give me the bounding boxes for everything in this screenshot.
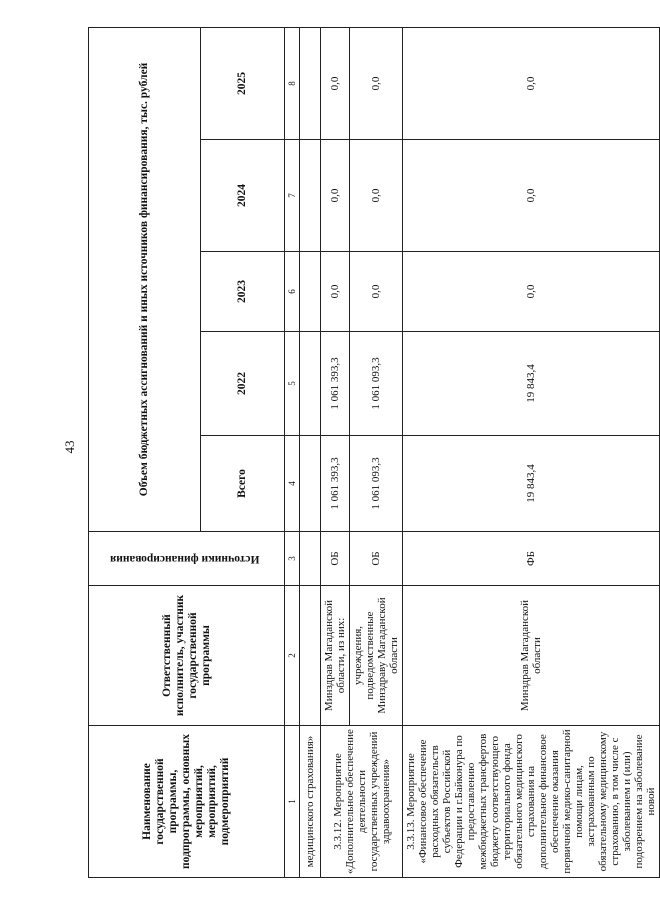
header-executor: Ответственный исполнитель, участник государственной программы xyxy=(89,586,285,726)
row-2025: 0,0 xyxy=(350,27,403,139)
table-row xyxy=(321,27,350,877)
column-number: 2 xyxy=(285,586,300,726)
table-row xyxy=(300,27,321,877)
row-executor: учреждения, подведомственные Минздраву Магаданской области xyxy=(350,586,403,726)
column-number-row xyxy=(285,27,300,877)
row-2025 xyxy=(300,27,321,139)
column-number: 6 xyxy=(285,252,300,332)
column-number: 3 xyxy=(285,532,300,586)
row-name: медицинского страхования» xyxy=(300,726,321,878)
row-total xyxy=(300,436,321,532)
row-2022 xyxy=(300,332,321,436)
column-number: 7 xyxy=(285,140,300,252)
row-2024: 0,0 xyxy=(403,140,660,252)
row-2024: 0,0 xyxy=(321,140,350,252)
row-total: 19 843,4 xyxy=(403,436,660,532)
header-source-text: Источники финансирования xyxy=(109,553,260,565)
row-2022: 1 061 393,3 xyxy=(321,332,350,436)
rotated-table-container xyxy=(88,28,657,878)
header-2022: 2022 xyxy=(201,332,285,436)
page-number: 43 xyxy=(62,440,77,454)
header-2025: 2025 xyxy=(201,27,285,139)
row-name: 3.3.13. Мероприятие «Финансовое обеспечение расходных обязательств субъектов Российской Федерации и г.Байконура по предоставлению межбюджетных трансфертов бюджету соответствующего территориального фонда обязательного медицинского страхования на дополнительное финансовое обеспечение оказания первичной медико-санитарной помощи лицам, застрахованным по обязательному медицинскому страхованию, в том числе с заболеванием и (или) подозрением на заболевание новой xyxy=(403,726,660,878)
row-2023 xyxy=(300,252,321,332)
row-source: ФБ xyxy=(403,532,660,586)
header-total: Всего xyxy=(201,436,285,532)
column-number: 4 xyxy=(285,436,300,532)
row-source: ОБ xyxy=(350,532,403,586)
header-2024: 2024 xyxy=(201,140,285,252)
row-total: 1 061 393,3 xyxy=(321,436,350,532)
row-total: 1 061 093,3 xyxy=(350,436,403,532)
row-2025: 0,0 xyxy=(321,27,350,139)
row-2022: 19 843,4 xyxy=(403,332,660,436)
header-2023: 2023 xyxy=(201,252,285,332)
row-2023: 0,0 xyxy=(403,252,660,332)
row-source: ОБ xyxy=(321,532,350,586)
row-executor: Минздрав Магаданской области xyxy=(403,586,660,726)
row-executor xyxy=(300,586,321,726)
row-2022: 1 061 093,3 xyxy=(350,332,403,436)
row-2024 xyxy=(300,140,321,252)
column-number: 5 xyxy=(285,332,300,436)
row-executor: Минздрав Магаданской области, из них: xyxy=(321,586,350,726)
header-volume-group: Объем бюджетных ассигнований и иных источников финансирования, тыс. рублей xyxy=(89,27,201,531)
rotated-page-wrapper xyxy=(88,28,657,878)
table-row xyxy=(403,27,660,877)
header-row xyxy=(89,27,201,877)
row-2023: 0,0 xyxy=(321,252,350,332)
column-number: 8 xyxy=(285,27,300,139)
budget-table xyxy=(88,27,660,878)
row-2023: 0,0 xyxy=(350,252,403,332)
header-source xyxy=(89,532,285,586)
header-name: Наименование государственной программы, подпрограммы, основных мероприятий, мероприятий, подмероприятий xyxy=(89,726,285,878)
column-number: 1 xyxy=(285,726,300,878)
row-source xyxy=(300,532,321,586)
row-name: 3.3.12. Мероприятие «Дополнительное обеспечение деятельности государственных учреждений здравоохранения» xyxy=(321,726,403,878)
row-2025: 0,0 xyxy=(403,27,660,139)
row-2024: 0,0 xyxy=(350,140,403,252)
